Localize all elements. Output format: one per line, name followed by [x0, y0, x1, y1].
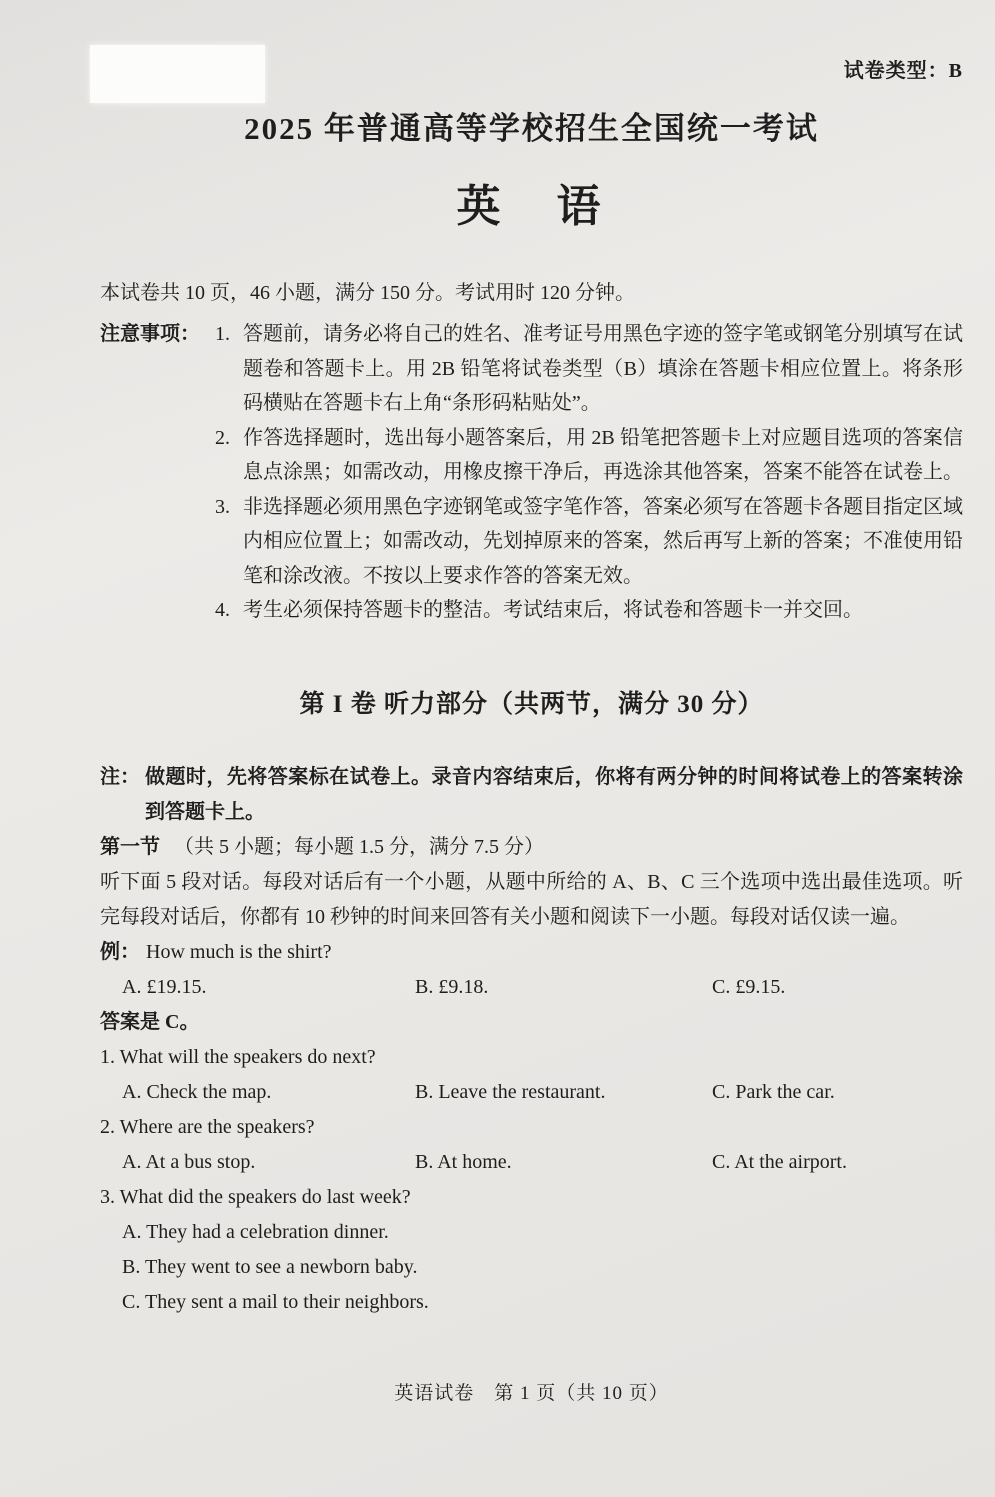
notice-label: 注意事项： — [100, 323, 200, 345]
exam-title: 2025 年普通高等学校招生全国统一考试 — [244, 111, 819, 146]
listening-note — [100, 760, 963, 830]
example-option-b: B. £9.18. — [415, 975, 489, 998]
question-1-option-c: C. Park the car. — [712, 1080, 835, 1103]
notice-text: 答题前，请务必将自己的姓名、准考证号用黑色字迹的签字笔或钢笔分别填写在试题卷和答题卡上。用 2B 铅笔将试卷类型（B）填涂在答题卡相应位置上。将条形码横贴在答题卡右上角“条形码粘贴处”。 — [243, 323, 963, 414]
subject-title: 英 语 — [456, 182, 607, 231]
notice-number: 4. — [215, 599, 230, 621]
paper-type-label: 试卷类型：B — [843, 60, 963, 82]
notice-item — [215, 593, 963, 628]
part-description: （共 5 小题；每小题 1.5 分，满分 7.5 分） — [174, 835, 544, 858]
question-2: 2. Where are the speakers? — [100, 1115, 315, 1138]
notice-number: 3. — [215, 495, 230, 518]
question-2-option-c: C. At the airport. — [712, 1150, 847, 1173]
note-text: 做题时，先将答案标在试卷上。录音内容结束后，你将有两分钟的时间将试卷上的答案转涂到答题卡上。 — [145, 765, 963, 823]
notice-number: 2. — [215, 426, 230, 449]
page-footer: 英语试卷 第 1 页（共 10 页） — [394, 1383, 669, 1404]
example-question-line — [100, 935, 963, 970]
example-option-a: A. £19.15. — [122, 975, 207, 998]
notice-item — [215, 421, 963, 490]
section-heading: 第 I 卷 听力部分（共两节，满分 30 分） — [299, 690, 764, 718]
question-3-option-c: C. They sent a mail to their neighbors. — [122, 1290, 429, 1313]
part-one-line — [100, 830, 963, 865]
question-3: 3. What did the speakers do last week? — [100, 1185, 411, 1208]
example-question: How much is the shirt? — [146, 940, 332, 963]
example-label: 例： — [100, 940, 140, 963]
question-1-options — [100, 1075, 963, 1110]
question-2-option-b: B. At home. — [415, 1150, 512, 1173]
example-options-row — [100, 970, 963, 1005]
notice-item — [215, 317, 963, 421]
question-3-option-a: A. They had a celebration dinner. — [122, 1220, 389, 1243]
notice-item — [215, 490, 963, 594]
notice-text: 非选择题必须用黑色字迹钢笔或签字笔作答，答案必须写在答题卡各题目指定区域内相应位置上；如需改动，先划掉原来的答案，然后再写上新的答案；不准使用铅笔和涂改液。不按以上要求作答的答案无效。 — [243, 495, 963, 587]
question-2-options — [100, 1145, 963, 1180]
part-instructions: 听下面 5 段对话。每段对话后有一个小题，从题中所给的 A、B、C 三个选项中选出最佳选项。听完每段对话后，你都有 10 秒钟的时间来回答有关小题和阅读下一小题。每段对话仅读一遍。 — [100, 870, 963, 928]
question-2-option-a: A. At a bus stop. — [122, 1150, 256, 1173]
notice-text: 作答选择题时，选出每小题答案后，用 2B 铅笔把答题卡上对应题目选项的答案信息点涂黑；如需改动，用橡皮擦干净后，再选涂其他答案，答案不能答在试卷上。 — [243, 426, 963, 483]
question-1-option-b: B. Leave the restaurant. — [415, 1080, 606, 1103]
redacted-area — [90, 45, 265, 103]
paper-summary: 本试卷共 10 页，46 小题，满分 150 分。考试用时 120 分钟。 — [100, 282, 635, 304]
notice-number: 1. — [215, 323, 230, 345]
example-answer: 答案是 C。 — [100, 1010, 200, 1033]
example-option-c: C. £9.15. — [712, 975, 786, 998]
note-label: 注： — [100, 765, 140, 788]
notice-text: 考生必须保持答题卡的整洁。考试结束后，将试卷和答题卡一并交回。 — [243, 599, 863, 621]
notice-items — [215, 317, 963, 628]
part-label: 第一节 — [100, 835, 160, 858]
question-3-option-b: B. They went to see a newborn baby. — [122, 1255, 418, 1278]
question-1: 1. What will the speakers do next? — [100, 1045, 376, 1068]
notice-block — [100, 317, 963, 628]
question-1-option-a: A. Check the map. — [122, 1080, 272, 1103]
